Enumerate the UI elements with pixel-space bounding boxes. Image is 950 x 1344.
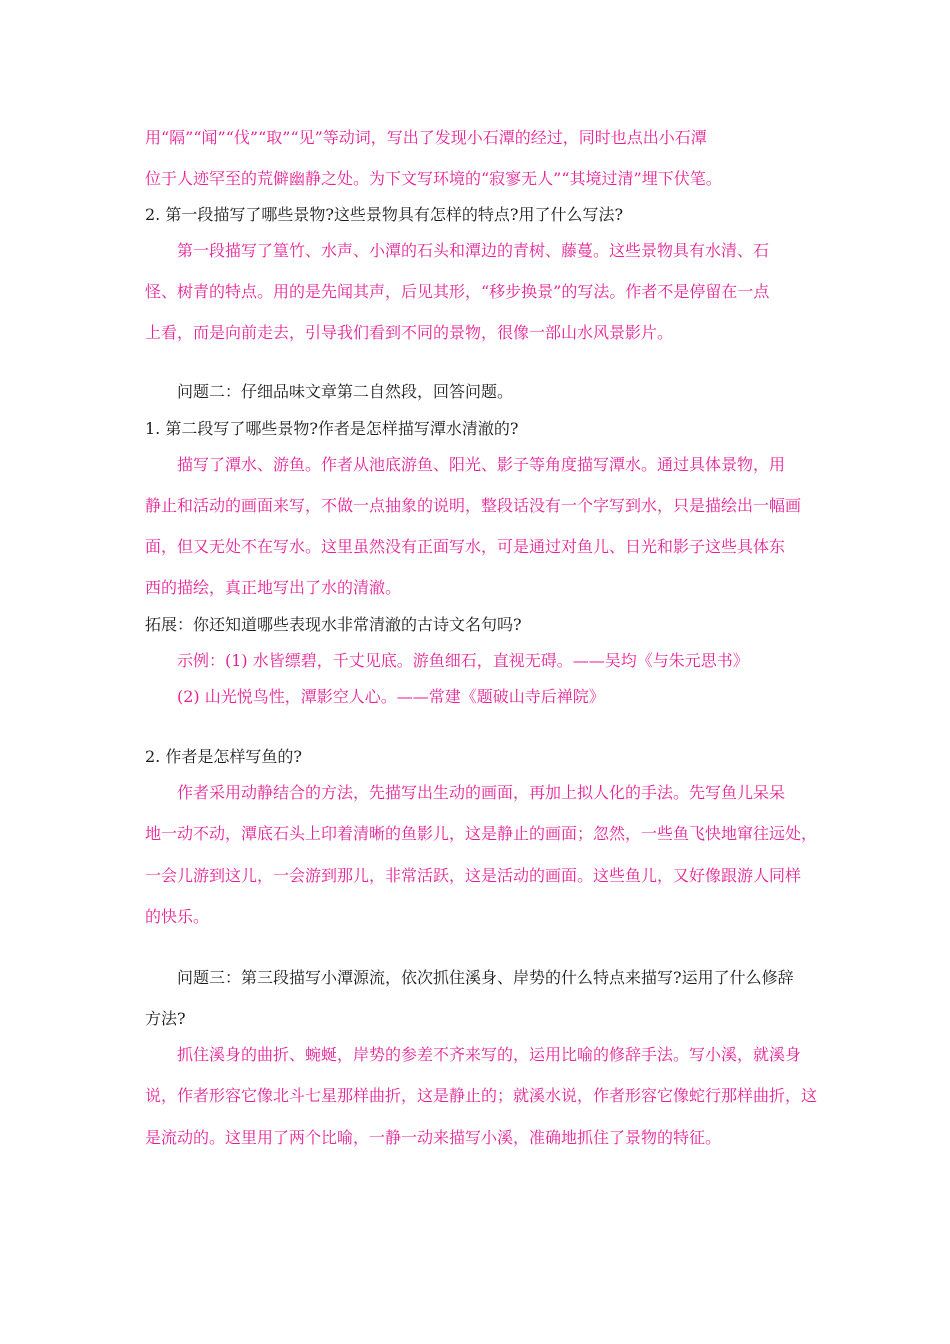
answer-line: 怪、树青的特点。用的是先闻其声，后见其形，“移步换景”的写法。作者不是停留在一点	[145, 282, 770, 301]
answer-line: 描写了潭水、游鱼。作者从池底游鱼、阳光、影子等角度描写潭水。通过具体景物，用	[177, 455, 786, 474]
answer-line: 用“隔”“闻”“伐”“取”“见”等动词，写出了发现小石潭的经过，同时也点出小石潭	[145, 128, 707, 147]
problem-three-heading-cont: 方法?	[145, 1009, 186, 1028]
problem-three-heading: 问题三：第三段描写小潭源流，依次抓住溪身、岸势的什么特点来描写?运用了什么修辞	[177, 968, 794, 987]
answer-line: 位于人迹罕至的荒僻幽静之处。为下文写环境的“寂寥无人”“其境过清”埋下伏笔。	[145, 169, 722, 188]
answer-line: 的快乐。	[145, 907, 210, 926]
problem-two-heading: 问题二：仔细品味文章第二自然段，回答问题。	[177, 382, 514, 401]
answer-line: 地一动不动，潭底石头上印着清晰的鱼影儿，这是静止的画面；忽然，一些鱼飞快地窜往远处，	[145, 824, 818, 843]
answer-line: 上看，而是向前走去，引导我们看到不同的景物，很像一部山水风景影片。	[145, 323, 674, 342]
answer-line: 是流动的。这里用了两个比喻，一静一动来描写小溪，准确地抓住了景物的特征。	[145, 1128, 722, 1147]
question-2-2: 2. 作者是怎样写鱼的?	[145, 747, 302, 766]
question-2-1: 1. 第二段写了哪些景物?作者是怎样描写潭水清澈的?	[145, 419, 519, 438]
example-line: 示例：(1) 水皆缥碧，千丈见底。游鱼细石，直视无碍。——吴均《与朱元思书》	[177, 651, 749, 670]
extension-question: 拓展：你还知道哪些表现水非常清澈的古诗文名句吗?	[145, 615, 522, 634]
answer-line: 说，作者形容它像北斗七星那样曲折，这是静止的；就溪水说，作者形容它像蛇行那样曲折，这	[145, 1086, 818, 1105]
answer-line: 作者采用动静结合的方法，先描写出生动的画面，再加上拟人化的手法。先写鱼儿呆呆	[177, 783, 786, 802]
answer-line: 第一段描写了篁竹、水声、小潭的石头和潭边的青树、藤蔓。这些景物具有水清、石	[177, 241, 770, 260]
example-line: (2) 山光悦鸟性，潭影空人心。——常建《题破山寺后禅院》	[177, 687, 605, 706]
answer-line: 静止和活动的画面来写，不做一点抽象的说明，整段话没有一个字写到水，只是描绘出一幅画	[145, 496, 802, 515]
answer-line: 抓住溪身的曲折、蜿蜒，岸势的参差不齐来写的，运用比喻的修辞手法。写小溪，就溪身	[177, 1045, 802, 1064]
question-2: 2. 第一段描写了哪些景物?这些景物具有怎样的特点?用了什么写法?	[145, 205, 624, 224]
answer-line: 西的描绘，真正地写出了水的清澈。	[145, 578, 402, 597]
answer-line: 一会儿游到这儿，一会游到那儿，非常活跃，这是活动的画面。这些鱼儿，又好像跟游人同样	[145, 866, 802, 885]
answer-line: 面，但又无处不在写水。这里虽然没有正面写水，可是通过对鱼儿、日光和影子这些具体东	[145, 537, 786, 556]
